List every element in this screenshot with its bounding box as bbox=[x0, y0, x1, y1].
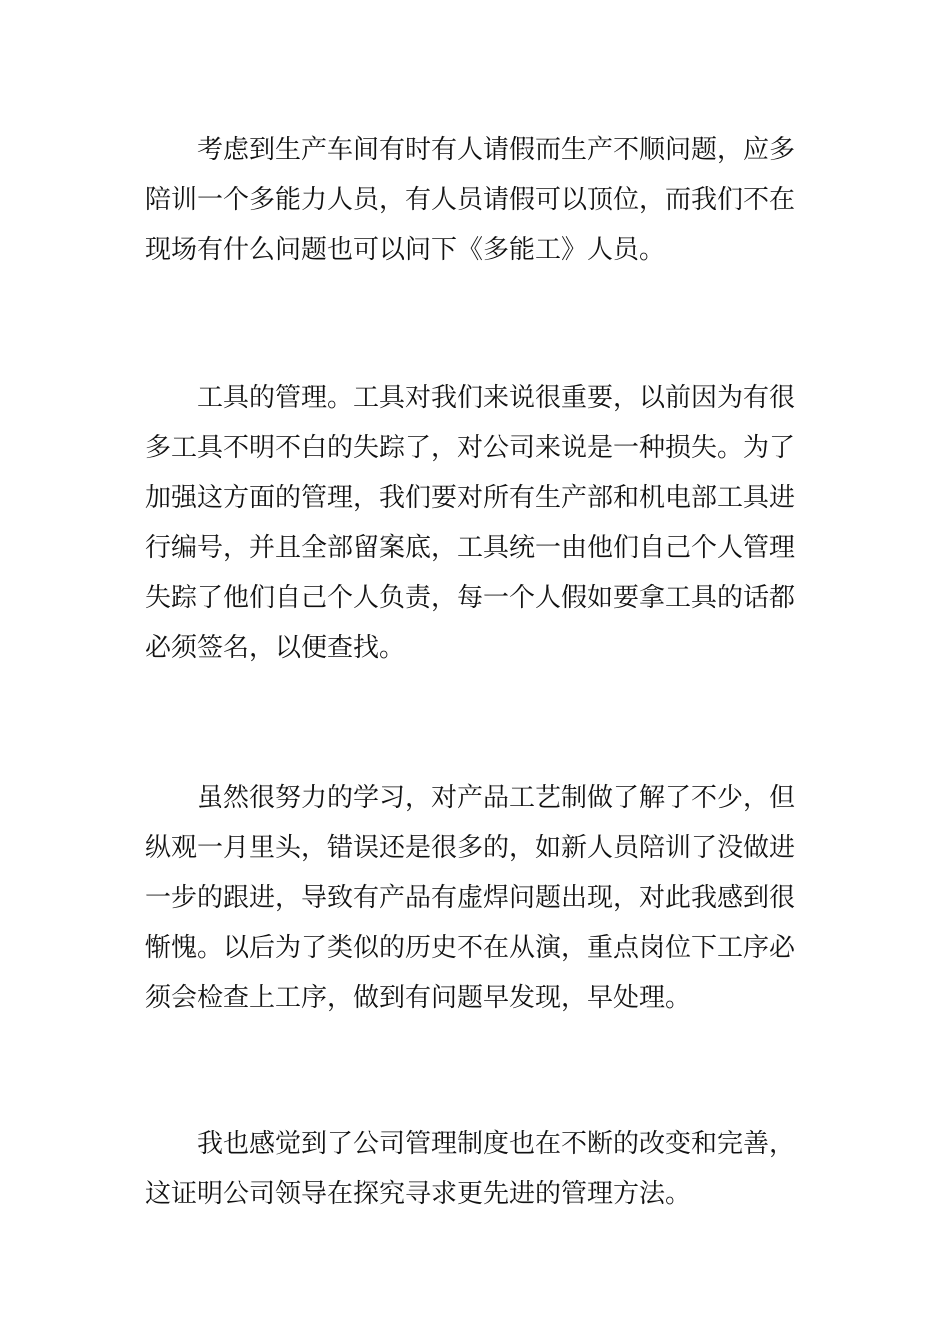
paragraph-line: 多工具不明不白的失踪了，对公司来说是一种损失。为了 bbox=[145, 433, 796, 463]
paragraph-line: 须会检查上工序，做到有问题早发现，早处理。 bbox=[145, 983, 692, 1013]
paragraph-management-system bbox=[145, 1119, 807, 1219]
paragraph-line: 工具的管理。工具对我们来说很重要，以前因为有很 bbox=[197, 383, 796, 413]
paragraph-line: 考虑到生产车间有时有人请假而生产不顺问题，应多 bbox=[197, 135, 796, 165]
paragraph-line: 加强这方面的管理，我们要对所有生产部和机电部工具进 bbox=[145, 483, 796, 513]
paragraph-line: 我也感觉到了公司管理制度也在不断的改变和完善， bbox=[197, 1129, 796, 1159]
paragraph-line: 纵观一月里头，错误还是很多的，如新人员陪训了没做进 bbox=[145, 833, 796, 863]
paragraph-line: 必须签名，以便查找。 bbox=[145, 633, 406, 663]
paragraph-multiskill-workers bbox=[145, 125, 807, 275]
paragraph-line: 虽然很努力的学习，对产品工艺制做了解了不少，但 bbox=[197, 783, 796, 813]
paragraph-line: 这证明公司领导在探究寻求更先进的管理方法。 bbox=[145, 1179, 692, 1209]
paragraph-line: 一步的跟进，导致有产品有虚焊问题出现，对此我感到很 bbox=[145, 883, 796, 913]
paragraph-line: 失踪了他们自己个人负责，每一个人假如要拿工具的话都 bbox=[145, 583, 796, 613]
paragraph-learning-reflection bbox=[145, 773, 807, 1023]
paragraph-tool-management bbox=[145, 373, 807, 673]
paragraph-line: 行编号，并且全部留案底，工具统一由他们自己个人管理 bbox=[145, 533, 796, 563]
paragraph-line: 惭愧。以后为了类似的历史不在从演，重点岗位下工序必 bbox=[145, 933, 796, 963]
paragraph-line: 陪训一个多能力人员，有人员请假可以顶位，而我们不在 bbox=[145, 185, 796, 215]
paragraph-line: 现场有什么问题也可以问下《多能工》人员。 bbox=[145, 235, 666, 265]
